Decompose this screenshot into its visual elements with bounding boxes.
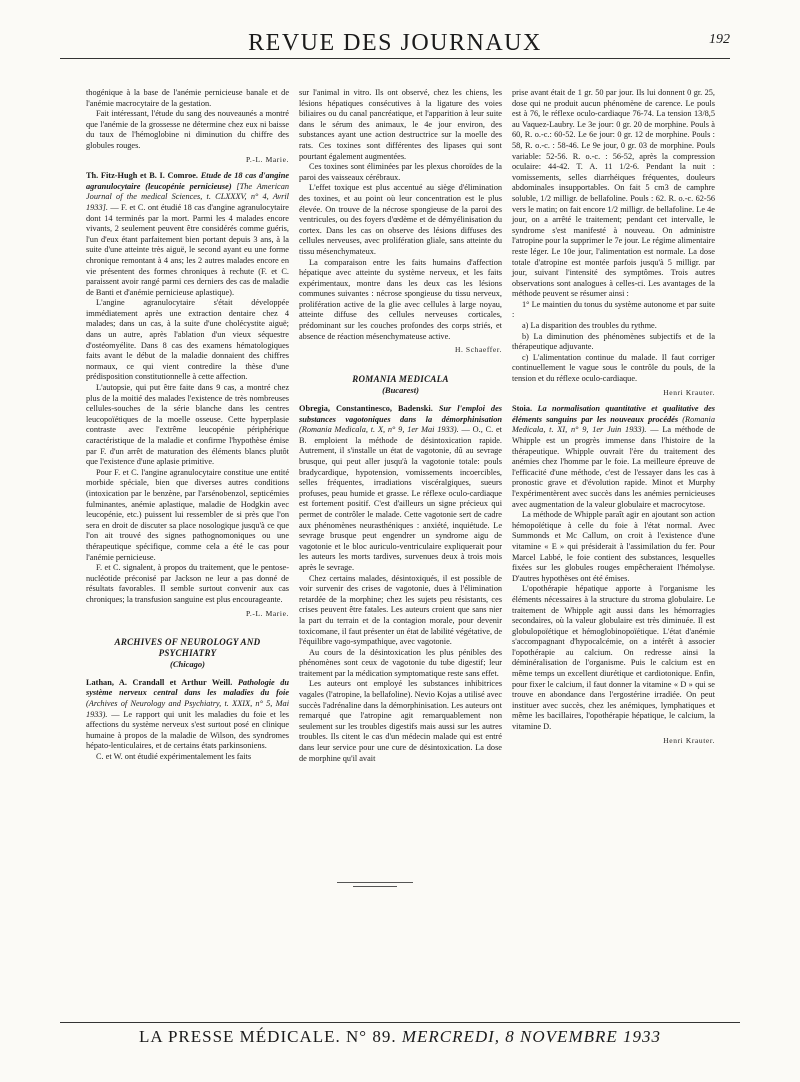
paragraph: F. et C. signalent, à propos du traitement, que le pentose-nucléotide préconisé par Jackson ne leur a pas donné de résultats favorables. Il semble surtout convenir aux cas chroniques; la transfusion sanguine est plus encourageante. (86, 563, 289, 604)
article-authors: Th. Fitz-Hugh et B. I. Comroe. (86, 171, 199, 181)
paragraph: Au cours de la désintoxication les plus pénibles des phénomènes sont ceux de vagotonie du tube digestif; leur traitement par la médication symptomatique reste sans effet. (299, 647, 502, 678)
article-title: Etude de 18 cas d'angine agranulocytaire (leucopénie pernicieuse) (86, 171, 289, 191)
paragraph: 1° Le maintien du tonus du système autonome et par suite : (512, 299, 715, 320)
article-title: La normalisation quantitative et qualitative des éléments sanguins par les nouveaux procédés (512, 404, 716, 424)
signature: Henri Krauter. (663, 387, 715, 397)
article-text: — O., C. et B. emploient la méthode de désintoxication rapide. Autrement, il s'installe un état de vagotonie, dû au sevrage brusque, qui peut aller jusqu'à la vagotonie totale: pouls bradycardique, hypotension, vomissements incoercibles, selles fréquentes, irradiations viscéralgiques, sueurs profuses, peau humide et grasse. Le réflexe oculo-cardiaque est fortement positif. C'est d'ailleurs un signe précieux qui permet de contrôler le malade. Cette vagotonie sert de cadre aux phénomènes neurasthéniques : anxiété, inquiétude. Le sevrage brusque peut engendrer un syndrome aigu de vagotonie et le bloc auriculo-ventriculaire expliquerait pour les auteurs les morts tardives, survenues deux à trois mois après le sevrage. (299, 425, 502, 572)
article-reference: (Romania Medicala, t. X, n° 9, 1er Mai 1933). (299, 425, 459, 435)
page-header (60, 28, 730, 59)
signature: P.-L. Marie. (245, 154, 289, 164)
column-left (86, 88, 289, 764)
publication-date: MERCREDI, 8 NOVEMBRE 1933 (401, 1027, 662, 1046)
page-footer (60, 1022, 740, 1047)
signature: Henri Krauter. (663, 735, 715, 745)
paragraph: Pour F. et C. l'angine agranulocytaire constitue une entité morbide spéciale, bien que diverses autres conditions (intoxication par le benzène, par l'arsénobenzol, septicémies fulminantes, anémie aplastique, maladie de Hodgkin avec leucopénie, etc.) puissent lui ressembler de si près que l'on sera en droit de discuter sa place nosologique jusqu'à ce que l'on ait trouvé des signes pathognomoniques ou une thérapeutique spécifique, comme cela a été le cas pour l'anémie pernicieuse. (86, 467, 289, 562)
article-title: Sur l'emploi des substances vagotoniques dans la démorphinisation (299, 404, 502, 424)
paragraph: Chez certains malades, désintoxiqués, il est possible de voir survenir des crises de vagotonie, dues à l'élimination retardée de la morphine; chez les sujets peu résistants, ces crises peuvent être fatales. Les auteurs croient que sans nier la part du terrain et de la contagion morale, pour devenir toxicomane, il faut présenter un état de labilité végétative, de l'équilibre vago-sympathique, avec vagotonie. (299, 573, 502, 647)
section-divider (353, 886, 397, 887)
article-reference: (Romania Medicala, t. XI, n° 9, 1er Juin 1933). (512, 414, 716, 435)
journal-city: (Chicago) (170, 659, 205, 670)
page-number: 192 (709, 32, 730, 47)
paragraph: Fait intéressant, l'étude du sang des nouveaunés a montré que l'anémie de la grossesse ne détermine chez eux ni baisse du taux de l'hémoglobine ni diminution du chiffre des globules rouges. (86, 109, 289, 150)
signature: H. Schaeffer. (454, 345, 502, 355)
article-text: — Le rapport qui unit les maladies du foie et les affections du système nerveux s'est surtout posé en clinique humaine à propos de la maladie de Wilson, des syndromes hépato-lenticulaires, et de certains états parkinsoniens. (86, 709, 289, 751)
article-title: Pathologie du système nerveux central dans les maladies du foie (86, 677, 289, 698)
paragraph: L'angine agranulocytaire s'était développée immédiatement après une extraction dentaire chez 4 malades; dans un cas, à la suite d'une cholécystite aiguë; dans un autre, après l'ablation d'un vieux séquestre d'ostéomyélite. Dans 8 cas des examens hématologiques faits avant le début de la maladie donnaient des chiffres normaux, ce qui vient contredire la thèse d'une prédisposition constitutionnelle à cette affection. (86, 298, 289, 382)
journal-title: ROMANIA MEDICALA (352, 373, 449, 384)
text-columns (86, 88, 716, 764)
article-authors: Lathan, A. Crandall et Arthur Weill. (86, 677, 233, 687)
column-middle (299, 88, 502, 764)
paragraph: Les auteurs ont employé les substances inhibitrices vagales (l'atropine, la bellafoline). Nevio Kojas a utilisé avec succès l'adrénaline dans la démorphinisation. Les auteurs ont remarqué que l'atropine agit remarquablement non seulement sur les troubles digestifs mais aussi sur les autres troubles. Ils citent le cas d'un médecin malade qui est entré dans leur service pour une cure de désintoxication. La dose de morphine qu'il avait (299, 679, 502, 763)
paragraph: thogénique à la base de l'anémie pernicieuse banale et de l'anémie macrocytaire de la gestation. (86, 88, 289, 108)
article-authors: Stoia. (512, 404, 533, 414)
publication-name: LA PRESSE MÉDICALE. N° 89. (138, 1027, 397, 1046)
article-stoia (512, 404, 715, 510)
journal-title: ARCHIVES OF NEUROLOGY AND PSYCHIATRY (114, 637, 261, 658)
paragraph: La méthode de Whipple paraît agir en ajoutant son action hémopoïétique à celle du foie à l'état normal. Avec Summonds et Mc Callum, on croit à l'existence d'une vitamine « E » qui présiderait à l'assimilation du fer. Pour Marcel Labbé, le foie contient des substances, lesquelles fixées sur les globules rouges empêcheraient l'hémolyse. D'autres hypothèses ont été émises. (512, 510, 715, 583)
column-right (512, 88, 715, 764)
article-authors: Obregia, Constantinesco, Badenski. (299, 404, 433, 414)
section-divider (337, 882, 413, 883)
paragraph: prise avant était de 1 gr. 50 par jour. Ils lui donnent 0 gr. 25, dose qui ne produit aucun phénomène de carence. Le pouls est à 76, le réflexe oculo-cardiaque 76-74. La tension 13/8,5 au Vaquez-Laubry. Le 3e jour: 0 gr. 20 de morphine. Pouls à 60, R. o.-c.: 60-52. Le 6e jour: 0 gr. 12 de morphine. Pouls : 58, R. o.-c. : 58-46. Le 9e jour, 0 gr. 03 de morphine. Pouls variable: 52-56. R. o.-c. : 56-52, après la compression oculaire: 44-42. T. A. 11 1/2-6. Pendant la nuit : vomissements, selles diarrhéiques fréquentes, douleurs abdominales insupportables. On fait 5 cm3 de camphre soluble, 1/2 milligr. de bellafoline. Pouls : 62. R. o.-c. 62-56 vers le matin; on fait encore 1/2 milligr. de bellafoline. Le 4e jour, on a arrêté le traitement; pendant cet intervalle, le syndrome s'est manifesté à nouveau. On administre l'atropine pour la supprimer le 7e jour. Le régime alimentaire reste léger. Le 10e jour, l'alimentation est normale. La dose totale d'atropine est montée parfois jusqu'à 5 milligr. par jour, suivant l'intensité des symptômes. Trois autres observations sont analogues à celles-ci. Les avantages de la méthode peuvent se résumer ainsi : (512, 88, 715, 299)
paragraph: sur l'animal in vitro. Ils ont observé, chez les chiens, les lésions hépatiques consécutives à la ligature des voies biliaires ou du canal pancréatique, et l'apparition à leur suite dans le sérum des animaux, le 4e jour environ, des substances ayant une action destructrice sur la moelle des rats. Ces toxines sont différentes des lipases qui sont pourtant également augmentées. (299, 88, 502, 161)
article-reference: (Archives of Neurology and Psychiatry, t. XXIX, n° 5, Mai 1933). (86, 699, 289, 719)
article-fitz-hugh (86, 171, 289, 298)
article-text: — La méthode de Whipple est un progrès immense dans l'histoire de la thérapeutique. Whipple ouvrait l'ère du traitement des anémies chez l'homme par le foie. La meilleure épreuve de l'efficacité d'une méthode, c'est de l'essayer dans les cas à pronostic grave et d'évolution rapide. Minot et Murphy l'expérimentèrent avec succès dans les anémies pernicieuses avec augmentation de la valeur globulaire et macrocytose. (512, 425, 715, 509)
article-obregia (299, 404, 502, 574)
article-lathan (86, 678, 289, 752)
paragraph: b) La diminution des phénomènes subjectifs et de la thérapeutique adjuvante. (512, 331, 715, 352)
paragraph: a) La disparition des troubles du rythme. (522, 321, 657, 331)
paragraph: c) L'alimentation continue du malade. Il faut corriger continuellement le vague sous le contrôle du pouls, de la tension et du réflexe oculo-cardiaque. (512, 352, 715, 384)
paragraph: L'autopsie, qui put être faite dans 9 cas, a montré chez plus de la moitié des malades l'existence de très nombreuses cellules-souches de la série blanche dans les centres leucopoïétiques de la moelle osseuse. Cette hyperplasie contraste avec l'extrême leucopénie périphérique caractéristique de la maladie et confirme l'hypothèse émise par F. d'un arrêt de maturation des éléments blancs plutôt que l'existence d'une aplasie primitive. (86, 383, 289, 467)
paragraph: L'opothérapie hépatique apporte à l'organisme les éléments nécessaires à la structure du stroma globulaire. Le traitement de Whipple agit aussi dans les hémorragies secondaires, où la valeur globulaire est très diminuée. Il est globulopoïétique et hémoglobinopoïétique. L'état d'anémie s'accompagnant d'hypocalcémie, on a intérêt à associer l'opothérapie au calcium. On redresse ainsi la déminéralisation de l'organisme. Puis le calcium est en même temps un excellent diurétique et cardiotonique. Enfin, pour fixer le calcium, il faut donner la vitamine « D » qui se trouve en abondance dans l'ergostérine irradiée. On peut instituer avec succès, chez les anémiques, lymphatiques et même les bacillaires, l'opothérapie hépatique, le calcium, la vitamine D. (512, 584, 715, 732)
signature: P.-L. Marie. (245, 608, 289, 618)
paragraph: C. et W. ont étudié expérimentalement les faits (96, 752, 252, 762)
paragraph: L'effet toxique est plus accentué au siège d'élimination des toxines, et au point où leur concentration est le plus élevée. On trouve de la nécrose spongieuse de la paroi des ventricules, ou des foyers d'œdème et de démyélinisation du cortex. Dans les cas on observe des lésions diffuses des cellules nerveuses, avec prolifération gliale, sans atteinte du tissu mésenchymateux. (299, 183, 502, 256)
journal-city: (Bucarest) (382, 385, 419, 396)
paragraph: Ces toxines sont éliminées par les plexus choroïdes de la paroi des vaisseaux cérébraux. (299, 162, 502, 182)
paragraph: La comparaison entre les faits humains d'affection hépatique avec atteinte du système nerveux, et les faits expérimentaux, montre dans les deux cas les lésions communes suivantes : nécrose spongieuse du tissu nerveux, prolifération active de la glie avec cellules à large noyau, atteinte diffuse des cellules nerveuses corticales, prédominant sur les couches profondes des corps striés, et absence de réaction mésenchymateuse active. (299, 257, 502, 341)
article-reference: [The American Journal of the medical Sciences, t. CLXXXV, n° 4, Avril 1933]. (86, 181, 289, 212)
running-title: REVUE DES JOURNAUX (248, 30, 542, 56)
article-text: — F. et C. ont étudié 18 cas d'angine agranulocytaire dont 14 terminés par la mort. Parmi les 4 malades encore vivants, 2 seulement peuvent être considérés comme guéris, l'un d'eux étant parfaitement bien portant depuis 3 ans, à la suite d'une atteinte très aiguë, le second ayant eu une forme chronique remontant à 4 ans; les 2 autres malades encore en vie présentent des formes chroniques à rechute (F. et C. paraissent avoir rangé parmi ces derniers des cas de maladie de Banti et d'anémie pernicieuse aplastique). (86, 202, 289, 297)
